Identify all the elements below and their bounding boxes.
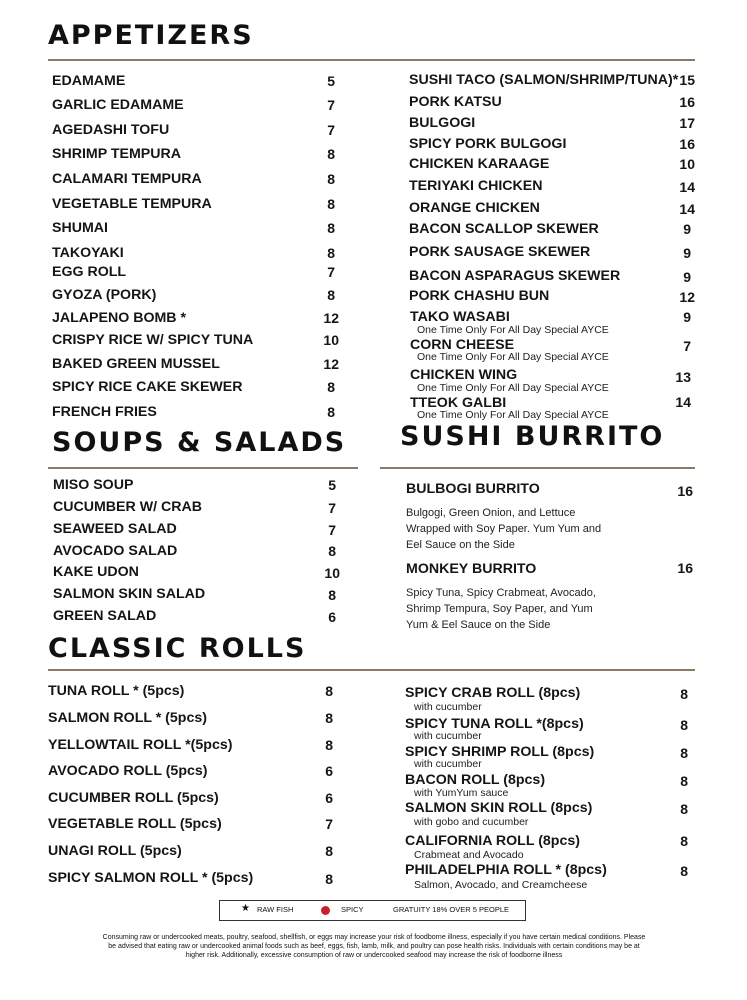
- menu-item-price: 7: [327, 122, 335, 138]
- red-dot-icon: [321, 906, 330, 915]
- soups-salads-title: SOUPS & SALADS: [52, 427, 347, 458]
- menu-item-price: 8: [680, 686, 688, 702]
- menu-item-note: with gobo and cucumber: [414, 816, 529, 828]
- menu-item-name: SPICY RICE CAKE SKEWER: [52, 379, 243, 395]
- menu-item-price: 8: [325, 843, 333, 859]
- menu-item-name: SALMON SKIN ROLL (8pcs): [405, 800, 593, 816]
- menu-item-price: 6: [325, 763, 333, 779]
- menu-item-price: 7: [328, 522, 336, 538]
- menu-item-price: 8: [325, 737, 333, 753]
- menu-item-price: 9: [683, 245, 691, 261]
- menu-item-name: GYOZA (PORK): [52, 287, 157, 303]
- menu-item-name: TAKOYAKI: [52, 245, 124, 261]
- menu-item-price: 8: [328, 543, 336, 559]
- menu-item-note: One Time Only For All Day Special AYCE: [417, 409, 609, 421]
- menu-item-name: MONKEY BURRITO: [406, 561, 537, 577]
- menu-item-name: SPICY SALMON ROLL * (5pcs): [48, 870, 254, 886]
- menu-item-name: BULBOGI BURRITO: [406, 481, 540, 497]
- menu-item-price: 8: [327, 404, 335, 420]
- menu-item-name: TUNA ROLL * (5pcs): [48, 683, 185, 699]
- menu-item-price: 8: [327, 379, 335, 395]
- classic-rolls-divider: [48, 669, 695, 671]
- menu-item-price: 6: [328, 609, 336, 625]
- menu-item-price: 14: [675, 394, 691, 410]
- menu-item-name: BACON ROLL (8pcs): [405, 772, 546, 788]
- menu-item-name: ORANGE CHICKEN: [409, 200, 540, 216]
- menu-item-name: SEAWEED SALAD: [53, 521, 177, 537]
- menu-item-name: GARLIC EDAMAME: [52, 97, 184, 113]
- menu-item-name: SPICY CRAB ROLL (8pcs): [405, 685, 581, 701]
- menu-item-price: 7: [328, 500, 336, 516]
- menu-item-name: JALAPENO BOMB *: [52, 310, 187, 326]
- menu-item-price: 7: [327, 97, 335, 113]
- menu-item-name: SPICY TUNA ROLL *(8pcs): [405, 716, 584, 732]
- sushi-burrito-title: SUSHI BURRITO: [400, 421, 665, 452]
- menu-item-name: VEGETABLE TEMPURA: [52, 196, 212, 212]
- menu-item-note: with cucumber: [414, 730, 482, 742]
- menu-item-name: CALIFORNIA ROLL (8pcs): [405, 833, 580, 849]
- food-safety-disclaimer: Consuming raw or undercooked meats, poultry, seafood, shellfish, or eggs may increase your risk of foodborne illness, especially if you have certain medical conditions. Please be advised that eating raw or undercooked animal foods such as beef, eggs, fish, lamb, milk, and poultry can pose health risks. Individuals with certain conditions may be at higher risk. Additionally, excessive consumption of raw or undercooked seafood may increase the risk of foodborne illness: [102, 934, 646, 959]
- menu-item-price: 8: [680, 745, 688, 761]
- menu-item-price: 16: [679, 136, 695, 152]
- menu-item-note: with YumYum sauce: [414, 787, 509, 799]
- menu-item-note: with cucumber: [414, 701, 482, 713]
- menu-item-name: BULGOGI: [409, 115, 476, 131]
- menu-item-price: 9: [683, 309, 691, 325]
- menu-item-price: 8: [325, 871, 333, 887]
- menu-item-name: SHUMAI: [52, 220, 108, 236]
- menu-item-name: SALMON SKIN SALAD: [53, 586, 206, 602]
- menu-item-price: 15: [679, 72, 695, 88]
- menu-item-name: CUCUMBER W/ CRAB: [53, 499, 202, 515]
- menu-item-name: SPICY PORK BULGOGI: [409, 136, 567, 152]
- menu-item-name: CHICKEN WING: [410, 367, 518, 383]
- menu-item-price: 12: [323, 356, 339, 372]
- menu-item-name: TAKO WASABI: [410, 309, 510, 325]
- menu-item-name: EGG ROLL: [52, 264, 127, 280]
- menu-item-price: 8: [327, 196, 335, 212]
- menu-item-name: SALMON ROLL * (5pcs): [48, 710, 207, 726]
- menu-item-price: 10: [679, 156, 695, 172]
- menu-item-name: BAKED GREEN MUSSEL: [52, 356, 220, 372]
- menu-item-price: 8: [680, 773, 688, 789]
- menu-item-price: 16: [677, 560, 693, 576]
- menu-item-price: 9: [683, 221, 691, 237]
- menu-item-note: with cucumber: [414, 758, 482, 770]
- menu-item-price: 8: [680, 833, 688, 849]
- appetizers-title: APPETIZERS: [48, 20, 254, 51]
- classic-rolls-title: CLASSIC ROLLS: [48, 633, 307, 664]
- menu-item-price: 16: [679, 94, 695, 110]
- menu-item-name: PHILADELPHIA ROLL * (8pcs): [405, 862, 607, 878]
- menu-item-name: MISO SOUP: [53, 477, 134, 493]
- sushi-burrito-divider: [380, 467, 695, 469]
- menu-item-price: 8: [327, 171, 335, 187]
- menu-item-price: 14: [679, 179, 695, 195]
- menu-item-name: PORK SAUSAGE SKEWER: [409, 244, 591, 260]
- menu-item-price: 12: [323, 310, 339, 326]
- menu-item-name: TERIYAKI CHICKEN: [409, 178, 543, 194]
- menu-item-name: SHRIMP TEMPURA: [52, 146, 182, 162]
- menu-item-name: AVOCADO ROLL (5pcs): [48, 763, 208, 779]
- menu-item-name: CORN CHEESE: [410, 337, 515, 353]
- menu-item-price: 13: [675, 369, 691, 385]
- menu-item-name: AGEDASHI TOFU: [52, 122, 170, 138]
- menu-item-note: Salmon, Avocado, and Creamcheese: [414, 879, 588, 891]
- appetizers-divider: [48, 59, 695, 61]
- menu-item-price: 16: [677, 483, 693, 499]
- menu-item-price: 8: [327, 287, 335, 303]
- star-icon: ★: [241, 903, 250, 914]
- menu-item-price: 14: [679, 201, 695, 217]
- menu-item-name: BACON ASPARAGUS SKEWER: [409, 268, 621, 284]
- menu-item-price: 12: [679, 289, 695, 305]
- legend-box: [219, 900, 526, 921]
- menu-item-price: 8: [325, 683, 333, 699]
- menu-item-price: 8: [327, 146, 335, 162]
- menu-item-name: BACON SCALLOP SKEWER: [409, 221, 599, 237]
- menu-item-name: EDAMAME: [52, 73, 126, 89]
- menu-item-price: 8: [327, 220, 335, 236]
- menu-item-price: 6: [325, 790, 333, 806]
- menu-item-price: 8: [680, 717, 688, 733]
- menu-item-price: 7: [325, 816, 333, 832]
- menu-item-price: 10: [323, 332, 339, 348]
- menu-item-price: 5: [328, 477, 336, 493]
- menu-item-name: UNAGI ROLL (5pcs): [48, 843, 182, 859]
- menu-item-name: SPICY SHRIMP ROLL (8pcs): [405, 744, 595, 760]
- menu-item-name: KAKE UDON: [53, 564, 139, 580]
- menu-item-price: 8: [328, 587, 336, 603]
- menu-item-name: SUSHI TACO (SALMON/SHRIMP/TUNA)*: [409, 72, 679, 88]
- menu-item-name: PORK KATSU: [409, 94, 502, 110]
- legend-spicy: SPICY: [341, 905, 364, 914]
- menu-item-price: 5: [327, 73, 335, 89]
- menu-item-price: 8: [680, 801, 688, 817]
- menu-item-note: One Time Only For All Day Special AYCE: [417, 351, 609, 363]
- menu-item-name: CRISPY RICE W/ SPICY TUNA: [52, 332, 254, 348]
- menu-item-name: TTEOK GALBI: [410, 395, 507, 411]
- menu-item-name: GREEN SALAD: [53, 608, 157, 624]
- menu-item-name: FRENCH FRIES: [52, 404, 157, 420]
- menu-item-price: 8: [325, 710, 333, 726]
- menu-item-note: Crabmeat and Avocado: [414, 849, 524, 861]
- menu-item-description: Spicy Tuna, Spicy Crabmeat, Avocado, Shrimp Tempura, Soy Paper, and Yum Yum & Eel Sauce on the Side: [406, 587, 596, 631]
- menu-item-name: VEGETABLE ROLL (5pcs): [48, 816, 222, 832]
- menu-item-name: CHICKEN KARAAGE: [409, 156, 550, 172]
- menu-item-price: 10: [324, 565, 340, 581]
- menu-item-name: AVOCADO SALAD: [53, 543, 178, 559]
- soups-salads-divider: [48, 467, 358, 469]
- menu-item-price: 17: [679, 115, 695, 131]
- menu-item-price: 9: [683, 269, 691, 285]
- menu-item-description: Bulgogi, Green Onion, and Lettuce Wrapped with Soy Paper. Yum Yum and Eel Sauce on the Side: [406, 507, 602, 551]
- menu-item-price: 8: [327, 245, 335, 261]
- menu-item-note: One Time Only For All Day Special AYCE: [417, 382, 609, 394]
- menu-item-name: CALAMARI TEMPURA: [52, 171, 202, 187]
- legend-raw-fish: RAW FISH: [257, 905, 294, 914]
- menu-item-price: 8: [680, 863, 688, 879]
- menu-item-name: YELLOWTAIL ROLL *(5pcs): [48, 737, 233, 753]
- menu-item-note: One Time Only For All Day Special AYCE: [417, 324, 609, 336]
- menu-item-price: 7: [327, 264, 335, 280]
- menu-item-name: CUCUMBER ROLL (5pcs): [48, 790, 219, 806]
- menu-item-price: 7: [683, 338, 691, 354]
- legend-gratuity: GRATUITY 18% OVER 5 PEOPLE: [393, 905, 510, 914]
- menu-item-name: PORK CHASHU BUN: [409, 288, 550, 304]
